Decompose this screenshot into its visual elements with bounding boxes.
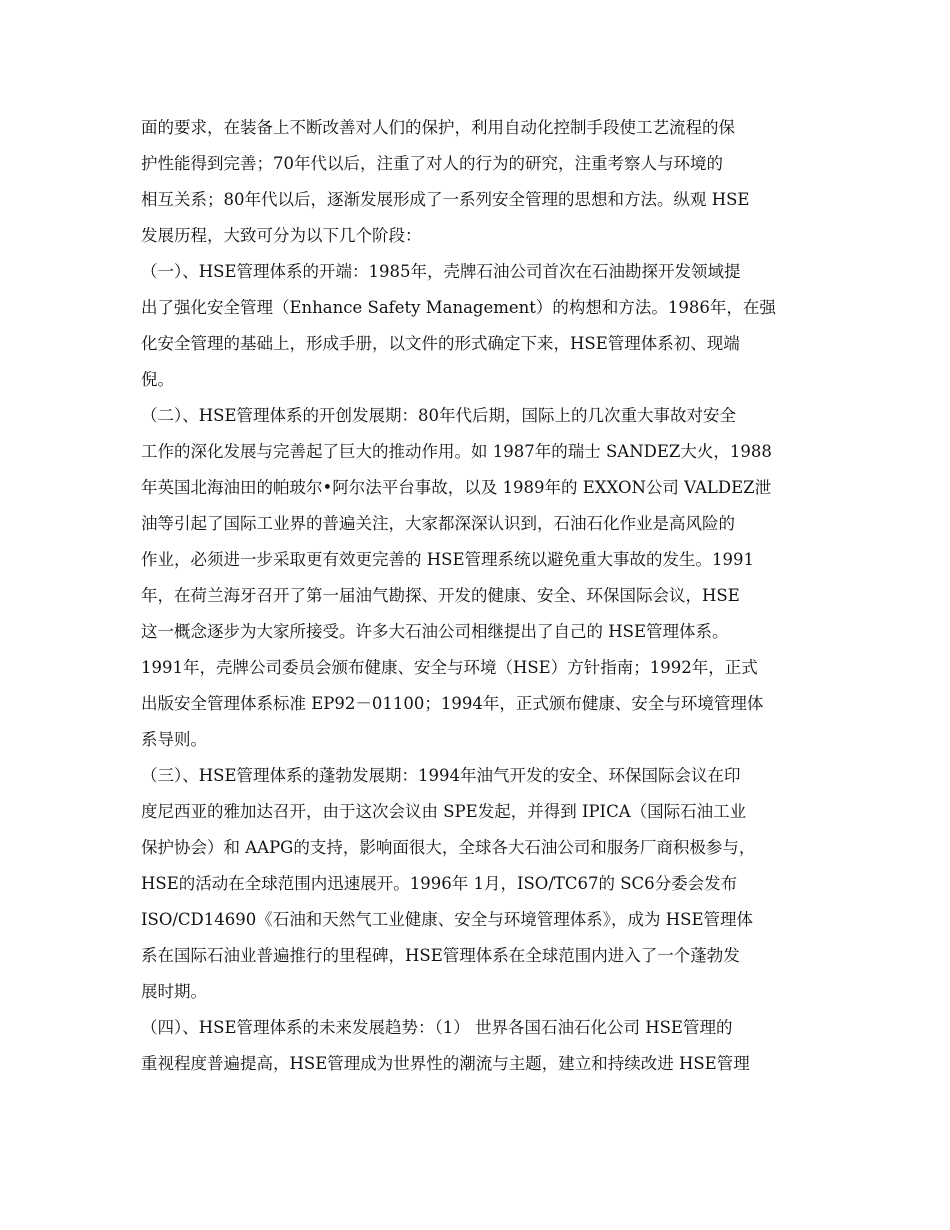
- text-line: 系在国际石油业普遍推行的里程碑，HSE管理体系在全球范围内进入了一个蓬勃发: [141, 946, 740, 965]
- text-line: 度尼西亚的雅加达召开，由于这次会议由 SPE发起，并得到 IPICA（国际石油工业: [141, 802, 747, 821]
- text-line: 系导则。: [141, 730, 207, 749]
- text-line: （一）、HSE管理体系的开端：1985年，壳牌石油公司首次在石油勘探开发领域提: [141, 262, 741, 281]
- text-line: 面的要求，在装备上不断改善对人们的保护，利用自动化控制手段使工艺流程的保: [141, 118, 735, 137]
- text-line: （二）、HSE管理体系的开创发展期：80年代后期，国际上的几次重大事故对安全: [141, 406, 736, 425]
- text-line: 相互关系；80年代以后，逐渐发展形成了一系列安全管理的思想和方法。纵观 HSE: [141, 190, 750, 209]
- text-line: （三）、HSE管理体系的蓬勃发展期：1994年油气开发的安全、环保国际会议在印: [141, 766, 741, 785]
- text-line: 作业，必须进一步采取更有效更完善的 HSE管理系统以避免重大事故的发生。1991: [141, 550, 754, 569]
- text-line: 工作的深化发展与完善起了巨大的推动作用。如 1987年的瑞士 SANDEZ大火，1988: [141, 442, 772, 461]
- text-line: 保护协会）和 AAPG的支持，影响面很大，全球各大石油公司和服务厂商积极参与，: [141, 838, 756, 857]
- text-line: 重视程度普遍提高，HSE管理成为世界性的潮流与主题，建立和持续改进 HSE管理: [141, 1054, 750, 1073]
- text-line: 化安全管理的基础上，形成手册，以文件的形式确定下来，HSE管理体系初、现端: [141, 334, 740, 353]
- text-line: （四）、HSE管理体系的未来发展趋势：（1） 世界各国石油石化公司 HSE管理的: [141, 1018, 733, 1037]
- text-line: 出版安全管理体系标准 EP92－01100；1994年，正式颁布健康、安全与环境管理体: [141, 694, 764, 713]
- text-line: 1991年，壳牌公司委员会颁布健康、安全与环境（HSE）方针指南；1992年，正式: [141, 658, 758, 677]
- text-line: 倪。: [141, 370, 174, 389]
- text-line: 护性能得到完善；70年代以后，注重了对人的行为的研究，注重考察人与环境的: [141, 154, 723, 173]
- text-line: HSE的活动在全球范围内迅速展开。1996年 1月，ISO/TC67的 SC6分委会发布: [141, 874, 738, 893]
- text-line: 发展历程，大致可分为以下几个阶段：: [141, 226, 422, 245]
- body-text: [141, 110, 813, 1082]
- text-line: 展时期。: [141, 982, 207, 1001]
- text-line: ISO/CD14690《石油和天然气工业健康、安全与环境管理体系》，成为 HSE管理体: [141, 910, 753, 929]
- text-line: 年英国北海油田的帕玻尔•阿尔法平台事故，以及 1989年的 EXXON公司 VALDEZ泄: [141, 478, 772, 497]
- text-line: 出了强化安全管理（Enhance Safety Management）的构想和方法。1986年，在强: [141, 298, 776, 317]
- text-line: 油等引起了国际工业界的普遍关注，大家都深深认识到，石油石化作业是高风险的: [141, 514, 735, 533]
- text-line: 这一概念逐步为大家所接受。许多大石油公司相继提出了自己的 HSE管理体系。: [141, 622, 729, 641]
- text-line: 年，在荷兰海牙召开了第一届油气勘探、开发的健康、安全、环保国际会议，HSE: [141, 586, 740, 605]
